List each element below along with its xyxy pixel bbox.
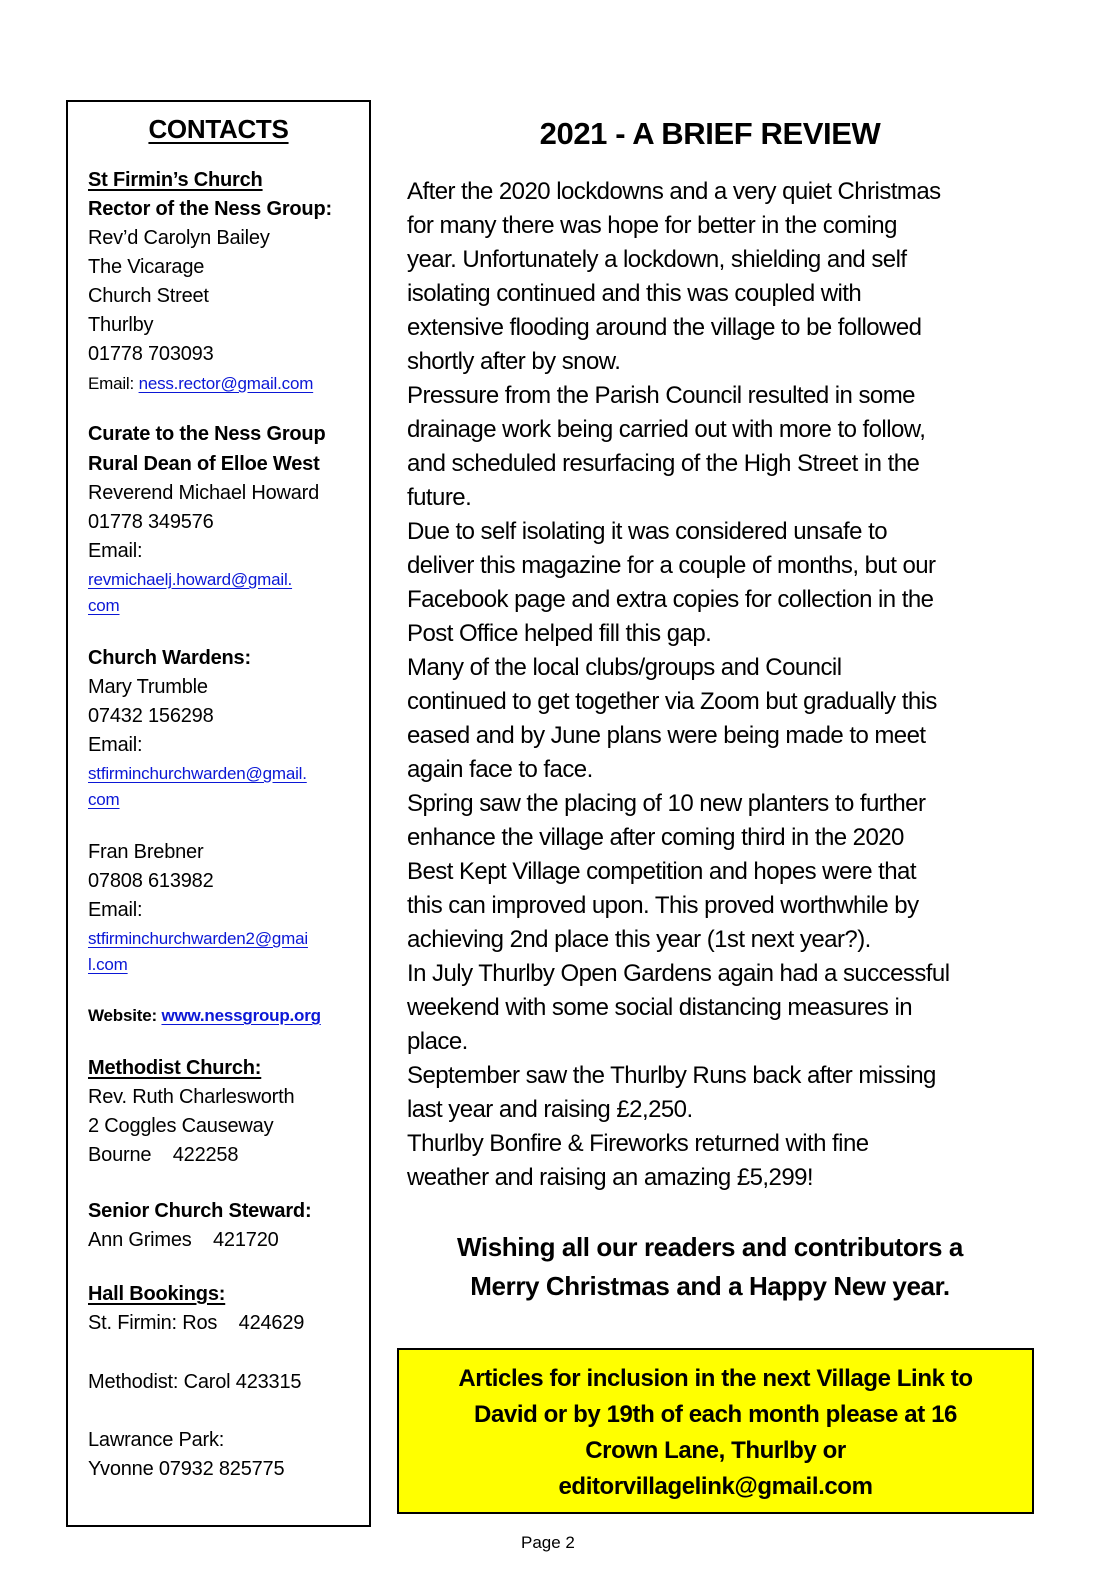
article-line: place. bbox=[407, 1028, 468, 1055]
rector-email-line bbox=[88, 369, 313, 398]
page-number: Page 2 bbox=[521, 1533, 575, 1552]
rector-address-3: Thurlby bbox=[88, 314, 154, 336]
warden-2-email-link[interactable]: stfirminchurchwarden2@gmai bbox=[88, 929, 308, 948]
warden-1-name: Mary Trumble bbox=[88, 676, 208, 698]
article-line: for many there was hope for better in the coming bbox=[407, 212, 897, 239]
rector-email-label: Email: bbox=[88, 374, 139, 393]
article-line: extensive flooding around the village to be followed bbox=[407, 314, 922, 341]
notice-line-1: Articles for inclusion in the next Village Link to bbox=[458, 1365, 973, 1392]
article-line: weather and raising an amazing £5,299! bbox=[407, 1164, 814, 1191]
warden-2-phone: 07808 613982 bbox=[88, 870, 214, 892]
article-line: Many of the local clubs/groups and Council bbox=[407, 654, 842, 681]
article-line: Due to self isolating it was considered unsafe to bbox=[407, 518, 888, 545]
article-line: continued to get together via Zoom but gradually this bbox=[407, 688, 937, 715]
curate-email-link-continued[interactable]: com bbox=[88, 596, 120, 615]
warden-2-email-line-2 bbox=[88, 950, 128, 979]
curate-email-line-1 bbox=[88, 565, 292, 594]
rector-email-link[interactable]: ness.rector@gmail.com bbox=[138, 374, 314, 393]
wardens-heading: Church Wardens: bbox=[88, 647, 251, 669]
article-line: isolating continued and this was coupled with bbox=[407, 280, 862, 307]
article-line: Best Kept Village competition and hopes were that bbox=[407, 858, 916, 885]
hall-booking-st-firmin: St. Firmin: Ros 424629 bbox=[88, 1312, 305, 1334]
warden-1-email-line-1 bbox=[88, 759, 307, 788]
warden-2-email-link-continued[interactable]: l.com bbox=[88, 955, 128, 974]
article-line: Spring saw the placing of 10 new planters to further bbox=[407, 790, 926, 817]
warden-2-name: Fran Brebner bbox=[88, 841, 204, 863]
rector-name: Rev’d Carolyn Bailey bbox=[88, 227, 270, 249]
warden-1-email-label: Email: bbox=[88, 734, 143, 756]
notice-line-2: David or by 19th of each month please at 16 bbox=[474, 1401, 957, 1428]
notice-line-3: Crown Lane, Thurlby or bbox=[585, 1437, 846, 1464]
article-line: eased and by June plans were being made to meet bbox=[407, 722, 926, 749]
curate-email-link[interactable]: revmichaelj.howard@gmail. bbox=[88, 570, 293, 589]
notice-email: editorvillagelink@gmail.com bbox=[558, 1473, 873, 1500]
article-line: shortly after by snow. bbox=[407, 348, 621, 375]
curate-email-label: Email: bbox=[88, 540, 143, 562]
article-line: In July Thurlby Open Gardens again had a successful bbox=[407, 960, 950, 987]
steward-name-phone: Ann Grimes 421720 bbox=[88, 1229, 279, 1251]
hall-booking-lawrance-contact: Yvonne 07932 825775 bbox=[88, 1458, 285, 1480]
methodist-heading: Methodist Church: bbox=[88, 1057, 262, 1079]
article-line: September saw the Thurlby Runs back after missing bbox=[407, 1062, 936, 1089]
warden-1-email-link[interactable]: stfirminchurchwarden@gmail. bbox=[88, 764, 307, 783]
article-line: weekend with some social distancing measures in bbox=[407, 994, 913, 1021]
steward-heading: Senior Church Steward: bbox=[88, 1200, 312, 1222]
rector-role: Rector of the Ness Group: bbox=[88, 198, 332, 220]
contacts-box bbox=[66, 100, 371, 1527]
article-title: 2021 - A BRIEF REVIEW bbox=[539, 116, 881, 151]
greeting-line-1: Wishing all our readers and contributors a bbox=[457, 1232, 963, 1262]
rector-address-2: Church Street bbox=[88, 285, 209, 307]
website-link[interactable]: www.nessgroup.org bbox=[161, 1006, 321, 1025]
curate-phone: 01778 349576 bbox=[88, 511, 214, 533]
article-line: Thurlby Bonfire & Fireworks returned with fine bbox=[407, 1130, 869, 1157]
methodist-town-phone: Bourne 422258 bbox=[88, 1144, 239, 1166]
article-line: deliver this magazine for a couple of months, but our bbox=[407, 552, 936, 579]
article-line: enhance the village after coming third in the 2020 bbox=[407, 824, 904, 851]
st-firmins-heading: St Firmin’s Church bbox=[88, 169, 263, 191]
article-line: drainage work being carried out with more to follow, bbox=[407, 416, 926, 443]
article-line: Pressure from the Parish Council resulted in some bbox=[407, 382, 915, 409]
article-line: future. bbox=[407, 484, 472, 511]
warden-1-phone: 07432 156298 bbox=[88, 705, 214, 727]
article-line: After the 2020 lockdowns and a very quiet Christmas bbox=[407, 178, 941, 205]
website-label: Website: bbox=[88, 1006, 162, 1025]
submission-notice-box bbox=[397, 1348, 1034, 1514]
hall-booking-lawrance-label: Lawrance Park: bbox=[88, 1429, 225, 1451]
article-line: year. Unfortunately a lockdown, shielding and self bbox=[407, 246, 907, 273]
article-line: again face to face. bbox=[407, 756, 593, 783]
warden-2-email-line-1 bbox=[88, 924, 308, 953]
curate-name: Reverend Michael Howard bbox=[88, 482, 320, 504]
curate-email-line-2 bbox=[88, 591, 120, 620]
warden-1-email-link-continued[interactable]: com bbox=[88, 790, 120, 809]
contacts-title: CONTACTS bbox=[148, 114, 289, 144]
article-line: achieving 2nd place this year (1st next year?). bbox=[407, 926, 871, 953]
rector-phone: 01778 703093 bbox=[88, 343, 214, 365]
greeting-line-2: Merry Christmas and a Happy New year. bbox=[470, 1271, 950, 1301]
article-line: Facebook page and extra copies for collection in the bbox=[407, 586, 934, 613]
article-line: and scheduled resurfacing of the High Street in the bbox=[407, 450, 920, 477]
hall-bookings-heading: Hall Bookings: bbox=[88, 1283, 226, 1305]
website-line bbox=[88, 1001, 321, 1030]
warden-2-email-label: Email: bbox=[88, 899, 143, 921]
rector-address-1: The Vicarage bbox=[88, 256, 205, 278]
methodist-name: Rev. Ruth Charlesworth bbox=[88, 1086, 295, 1108]
article-line: this can improved upon. This proved worthwhile by bbox=[407, 892, 919, 919]
warden-1-email-line-2 bbox=[88, 785, 120, 814]
curate-role-2: Rural Dean of Elloe West bbox=[88, 453, 320, 475]
article-line: last year and raising £2,250. bbox=[407, 1096, 693, 1123]
hall-booking-methodist: Methodist: Carol 423315 bbox=[88, 1371, 302, 1393]
curate-role-1: Curate to the Ness Group bbox=[88, 423, 326, 445]
article-line: Post Office helped fill this gap. bbox=[407, 620, 712, 647]
methodist-address: 2 Coggles Causeway bbox=[88, 1115, 274, 1137]
